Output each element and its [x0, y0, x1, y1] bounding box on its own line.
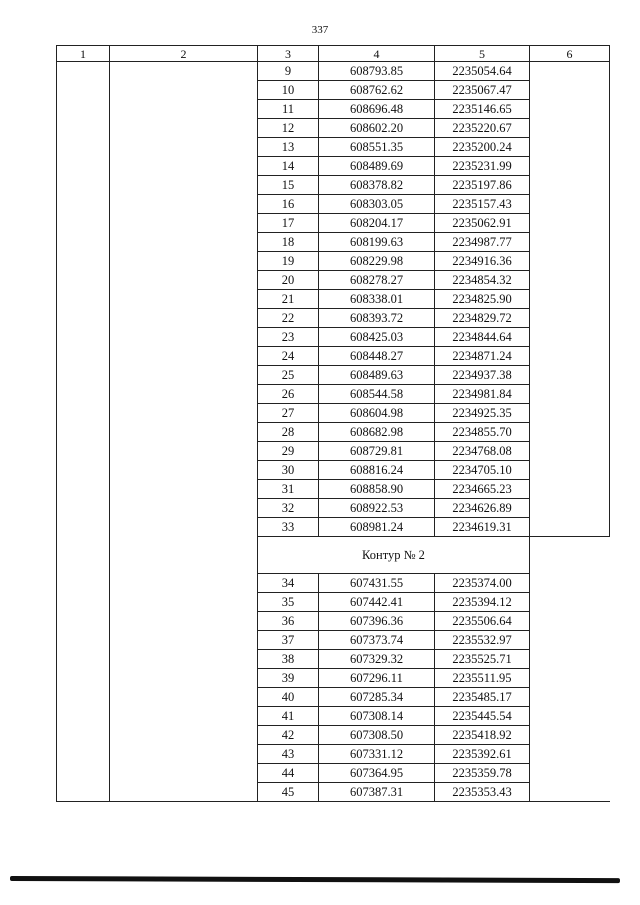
x-coordinate: 608602.20 [319, 119, 435, 138]
y-coordinate: 2234665.23 [435, 480, 530, 499]
bottom-rule [10, 876, 620, 883]
point-number: 21 [258, 290, 319, 309]
x-coordinate: 608604.98 [319, 404, 435, 423]
y-coordinate: 2235054.64 [435, 62, 530, 81]
y-coordinate: 2234871.24 [435, 347, 530, 366]
point-number: 18 [258, 233, 319, 252]
x-coordinate: 608551.35 [319, 138, 435, 157]
blank-cell-col1 [57, 62, 110, 802]
y-coordinate: 2235525.71 [435, 650, 530, 669]
x-coordinate: 608981.24 [319, 518, 435, 537]
y-coordinate: 2235359.78 [435, 764, 530, 783]
point-number: 25 [258, 366, 319, 385]
x-coordinate: 607308.50 [319, 726, 435, 745]
x-coordinate: 608762.62 [319, 81, 435, 100]
x-coordinate: 608393.72 [319, 309, 435, 328]
x-coordinate: 608793.85 [319, 62, 435, 81]
point-number: 41 [258, 707, 319, 726]
point-number: 36 [258, 612, 319, 631]
y-coordinate: 2234829.72 [435, 309, 530, 328]
point-number: 24 [258, 347, 319, 366]
blank-cell-col2 [110, 62, 258, 802]
y-coordinate: 2235394.12 [435, 593, 530, 612]
coordinates-table [56, 45, 610, 802]
point-number: 26 [258, 385, 319, 404]
blank-cell-col6 [530, 537, 610, 802]
point-number: 34 [258, 574, 319, 593]
x-coordinate: 608816.24 [319, 461, 435, 480]
point-number: 12 [258, 119, 319, 138]
y-coordinate: 2235220.67 [435, 119, 530, 138]
y-coordinate: 2235418.92 [435, 726, 530, 745]
x-coordinate: 608489.63 [319, 366, 435, 385]
point-number: 43 [258, 745, 319, 764]
y-coordinate: 2234768.08 [435, 442, 530, 461]
y-coordinate: 2235511.95 [435, 669, 530, 688]
x-coordinate: 607442.41 [319, 593, 435, 612]
point-number: 31 [258, 480, 319, 499]
point-number: 10 [258, 81, 319, 100]
y-coordinate: 2234705.10 [435, 461, 530, 480]
y-coordinate: 2235197.86 [435, 176, 530, 195]
y-coordinate: 2234937.38 [435, 366, 530, 385]
x-coordinate: 608199.63 [319, 233, 435, 252]
point-number: 33 [258, 518, 319, 537]
y-coordinate: 2235445.54 [435, 707, 530, 726]
point-number: 32 [258, 499, 319, 518]
x-coordinate: 607364.95 [319, 764, 435, 783]
point-number: 17 [258, 214, 319, 233]
y-coordinate: 2235485.17 [435, 688, 530, 707]
y-coordinate: 2235157.43 [435, 195, 530, 214]
x-coordinate: 608682.98 [319, 423, 435, 442]
table-body [57, 62, 610, 802]
y-coordinate: 2235146.65 [435, 100, 530, 119]
x-coordinate: 607285.34 [319, 688, 435, 707]
point-number: 16 [258, 195, 319, 214]
x-coordinate: 607296.11 [319, 669, 435, 688]
point-number: 13 [258, 138, 319, 157]
y-coordinate: 2234855.70 [435, 423, 530, 442]
point-number: 11 [258, 100, 319, 119]
point-number: 14 [258, 157, 319, 176]
point-number: 23 [258, 328, 319, 347]
x-coordinate: 608922.53 [319, 499, 435, 518]
y-coordinate: 2234854.32 [435, 271, 530, 290]
point-number: 44 [258, 764, 319, 783]
y-coordinate: 2235231.99 [435, 157, 530, 176]
y-coordinate: 2234981.84 [435, 385, 530, 404]
y-coordinate: 2234825.90 [435, 290, 530, 309]
point-number: 42 [258, 726, 319, 745]
col-header-1: 1 [57, 46, 110, 62]
x-coordinate: 608448.27 [319, 347, 435, 366]
y-coordinate: 2235374.00 [435, 574, 530, 593]
point-number: 28 [258, 423, 319, 442]
col-header-2: 2 [110, 46, 258, 62]
point-number: 27 [258, 404, 319, 423]
x-coordinate: 608338.01 [319, 290, 435, 309]
x-coordinate: 608544.58 [319, 385, 435, 404]
point-number: 45 [258, 783, 319, 802]
point-number: 30 [258, 461, 319, 480]
header-row [57, 46, 610, 62]
y-coordinate: 2234916.36 [435, 252, 530, 271]
point-number: 9 [258, 62, 319, 81]
table-row [57, 62, 610, 81]
x-coordinate: 607396.36 [319, 612, 435, 631]
y-coordinate: 2234987.77 [435, 233, 530, 252]
y-coordinate: 2234925.35 [435, 404, 530, 423]
point-number: 22 [258, 309, 319, 328]
x-coordinate: 608696.48 [319, 100, 435, 119]
x-coordinate: 608303.05 [319, 195, 435, 214]
x-coordinate: 608858.90 [319, 480, 435, 499]
x-coordinate: 608278.27 [319, 271, 435, 290]
point-number: 19 [258, 252, 319, 271]
x-coordinate: 608729.81 [319, 442, 435, 461]
col-header-3: 3 [258, 46, 319, 62]
y-coordinate: 2234619.31 [435, 518, 530, 537]
point-number: 35 [258, 593, 319, 612]
y-coordinate: 2235532.97 [435, 631, 530, 650]
x-coordinate: 608204.17 [319, 214, 435, 233]
x-coordinate: 607329.32 [319, 650, 435, 669]
point-number: 37 [258, 631, 319, 650]
y-coordinate: 2235062.91 [435, 214, 530, 233]
col-header-5: 5 [435, 46, 530, 62]
page-number: 337 [311, 24, 329, 36]
contour-title: Контур № 2 [258, 537, 530, 574]
x-coordinate: 607373.74 [319, 631, 435, 650]
y-coordinate: 2235200.24 [435, 138, 530, 157]
x-coordinate: 607431.55 [319, 574, 435, 593]
point-number: 39 [258, 669, 319, 688]
point-number: 15 [258, 176, 319, 195]
y-coordinate: 2235392.61 [435, 745, 530, 764]
x-coordinate: 608425.03 [319, 328, 435, 347]
x-coordinate: 608378.82 [319, 176, 435, 195]
point-number: 20 [258, 271, 319, 290]
y-coordinate: 2235353.43 [435, 783, 530, 802]
y-coordinate: 2235067.47 [435, 81, 530, 100]
y-coordinate: 2235506.64 [435, 612, 530, 631]
col-header-4: 4 [319, 46, 435, 62]
x-coordinate: 607308.14 [319, 707, 435, 726]
point-number: 40 [258, 688, 319, 707]
x-coordinate: 607387.31 [319, 783, 435, 802]
x-coordinate: 608229.98 [319, 252, 435, 271]
y-coordinate: 2234626.89 [435, 499, 530, 518]
x-coordinate: 607331.12 [319, 745, 435, 764]
blank-cell-col6 [530, 62, 610, 537]
point-number: 38 [258, 650, 319, 669]
x-coordinate: 608489.69 [319, 157, 435, 176]
y-coordinate: 2234844.64 [435, 328, 530, 347]
point-number: 29 [258, 442, 319, 461]
col-header-6: 6 [530, 46, 610, 62]
